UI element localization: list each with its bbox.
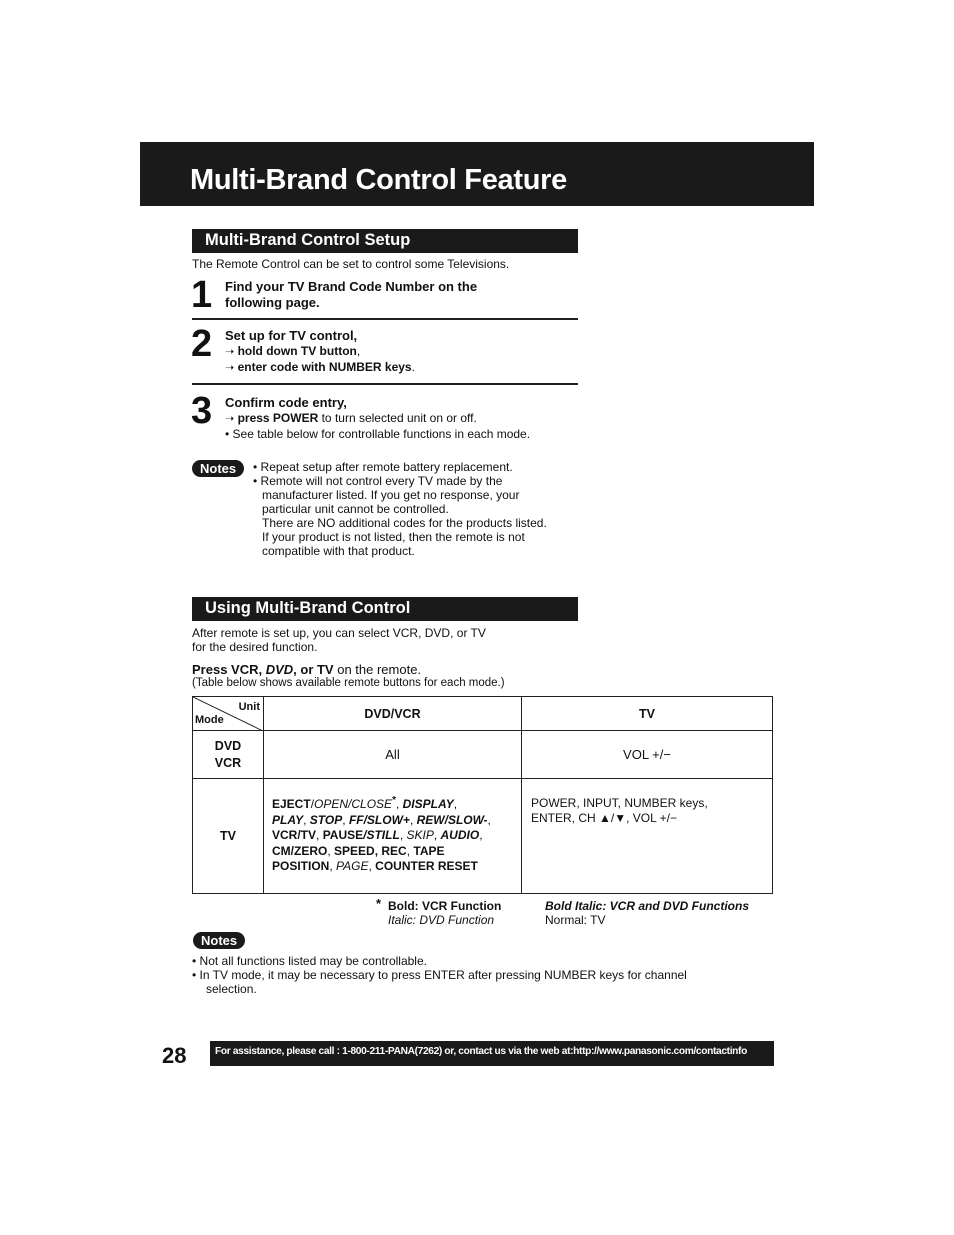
tv-tv-line2c: , VOL +/−: [626, 810, 678, 825]
sep: /: [310, 797, 315, 811]
fn-counter-reset: COUNTER RESET: [375, 859, 478, 873]
press-a: Press VCR,: [192, 662, 266, 677]
legend-normal: Normal: TV: [545, 913, 606, 927]
row1-tv-cell: VOL +/−: [522, 731, 773, 779]
note-item: selection.: [206, 982, 257, 996]
legend-left: [388, 899, 501, 927]
assistance-text: For assistance, please call : 1-800-211-PANA(7262) or, contact us via the web at:http://www.panasonic.com/contactinfo: [215, 1046, 747, 1057]
col-dvdvcr: DVD/VCR: [264, 697, 522, 731]
step-3-number: 3: [191, 390, 213, 432]
sep: ,: [406, 843, 414, 858]
arrow-right-icon: ➝: [225, 413, 235, 425]
step-3-title: Confirm code entry,: [225, 395, 347, 410]
step-2-title: Set up for TV control,: [225, 328, 358, 343]
fn-speed-rec: SPEED, REC: [334, 843, 407, 858]
legend-bold-italic: Bold Italic: VCR and DVD Functions: [545, 899, 750, 913]
fn-play: PLAY: [272, 812, 304, 827]
fn-page: PAGE: [336, 859, 369, 873]
sep: ,: [303, 812, 310, 827]
sep: ,: [399, 828, 407, 842]
setup-section-header: [192, 229, 578, 253]
legend-bold: Bold: VCR Function: [388, 899, 502, 913]
fn-tape: TAPE: [413, 843, 445, 858]
fn-pause: PAUSE: [322, 828, 364, 842]
legend-asterisk: *: [376, 896, 382, 911]
note-item: compatible with that product.: [262, 544, 415, 558]
using-heading: Using Multi-Brand Control: [205, 599, 411, 617]
legend-italic: Italic: DVD Function: [388, 913, 495, 927]
sep: ,: [453, 797, 458, 811]
setup-heading: Multi-Brand Control Setup: [205, 231, 411, 249]
step-3-line2: • See table below for controllable functions in each mode.: [225, 427, 531, 441]
fn-eject: EJECT: [272, 797, 311, 811]
step-2-line2-tail: .: [411, 360, 415, 374]
step-divider: [192, 318, 578, 320]
step-3-line1-tail: to turn selected unit on or off.: [318, 411, 477, 425]
mode-table: [192, 696, 773, 894]
fn-open-close: OPEN/CLOSE: [314, 797, 393, 811]
press-instruction: [192, 662, 421, 677]
setup-intro: The Remote Control can be set to control some Televisions.: [192, 257, 510, 271]
setup-notes: [253, 460, 583, 558]
using-section-header: [192, 597, 578, 621]
row1-label-l2: VCR: [214, 755, 242, 770]
press-c: , or TV: [293, 662, 334, 677]
using-intro-line2: for the desired function.: [192, 640, 318, 654]
tv-tv-line1: POWER, INPUT, NUMBER keys,: [531, 796, 708, 810]
step-1-title: [225, 279, 477, 311]
step-1-title-line2: following page.: [225, 295, 320, 310]
tv-tv-line2a: ENTER, CH: [531, 810, 600, 825]
fn-display: DISPLAY: [402, 797, 454, 811]
assistance-bar: [210, 1041, 774, 1066]
corner-mode: Mode: [195, 714, 224, 726]
press-b: DVD: [265, 662, 294, 677]
corner-unit: Unit: [238, 701, 260, 713]
row-dvd-vcr-label: [193, 731, 264, 779]
fn-still: /STILL: [363, 828, 400, 842]
step-2-number: 2: [191, 323, 213, 365]
step-3-line1: press POWER: [237, 411, 319, 425]
step-1-title-line1: Find your TV Brand Code Number on the: [225, 279, 478, 294]
legend-right: [545, 899, 749, 927]
step-divider: [192, 383, 578, 385]
step-2-line2: enter code with NUMBER keys: [237, 360, 412, 374]
fn-position: POSITION: [272, 859, 330, 873]
sep: ,: [329, 859, 337, 873]
sep: ,: [479, 828, 483, 842]
sep: ,: [433, 828, 441, 842]
notes-badge: Notes: [193, 932, 245, 949]
tv-dvdvcr-cell: [264, 779, 522, 894]
step-2-line1-tail: ,: [356, 344, 361, 358]
page-title: Multi-Brand Control Feature: [190, 164, 567, 196]
tv-tv-cell: [522, 779, 773, 894]
step-1-number: 1: [191, 274, 213, 316]
up-down-arrows-icon: ▲/▼: [599, 810, 627, 825]
note-item: There are NO additional codes for the products listed.: [262, 516, 547, 530]
step-2-line1: hold down TV button: [237, 344, 357, 358]
table-note: (Table below shows available remote buttons for each mode.): [192, 677, 505, 689]
using-notes: [192, 954, 762, 996]
note-item: • Not all functions listed may be controllable.: [192, 954, 427, 968]
step-2-content: [225, 328, 415, 376]
sep: ,: [487, 812, 491, 827]
sep: ,: [316, 828, 323, 842]
note-item: If your product is not listed, then the remote is not: [262, 530, 525, 544]
press-d: on the remote.: [333, 662, 422, 677]
fn-skip: SKIP: [406, 828, 434, 842]
fn-vcr-tv: VCR/TV: [272, 828, 317, 842]
fn-audio: AUDIO: [440, 828, 480, 842]
arrow-right-icon: ➝: [225, 362, 235, 374]
note-item: • In TV mode, it may be necessary to press ENTER after pressing NUMBER keys for channel: [192, 968, 687, 982]
using-intro: [192, 626, 486, 654]
col-tv: TV: [522, 697, 773, 731]
row1-dvdvcr-cell: All: [264, 731, 522, 779]
fn-cm-zero: CM/ZERO: [272, 843, 328, 858]
note-item: particular unit cannot be controlled.: [262, 502, 449, 516]
row1-label-l1: DVD: [214, 738, 242, 753]
note-item: • Remote will not control every TV made by the: [253, 474, 503, 488]
fn-ff-slow: FF/SLOW+: [348, 812, 410, 827]
page-number: 28: [162, 1043, 187, 1068]
using-intro-line1: After remote is set up, you can select VCR, DVD, or TV: [192, 626, 486, 640]
asterisk: *: [392, 795, 396, 806]
note-item: • Repeat setup after remote battery replacement.: [253, 460, 513, 474]
sep: ,: [395, 797, 403, 811]
sep: ,: [342, 812, 349, 827]
row-tv-label: TV: [193, 779, 264, 894]
fn-stop: STOP: [309, 812, 343, 827]
arrow-right-icon: ➝: [225, 346, 235, 358]
title-banner: [140, 142, 814, 206]
corner-cell: [193, 697, 264, 731]
fn-rew-slow: REW/SLOW-: [416, 812, 488, 827]
notes-badge: Notes: [192, 460, 244, 477]
sep: ,: [368, 859, 376, 873]
sep: ,: [327, 843, 335, 858]
sep: ,: [409, 812, 417, 827]
note-item: manufacturer listed. If you get no response, your: [262, 488, 520, 502]
step-3-content: [225, 395, 530, 442]
